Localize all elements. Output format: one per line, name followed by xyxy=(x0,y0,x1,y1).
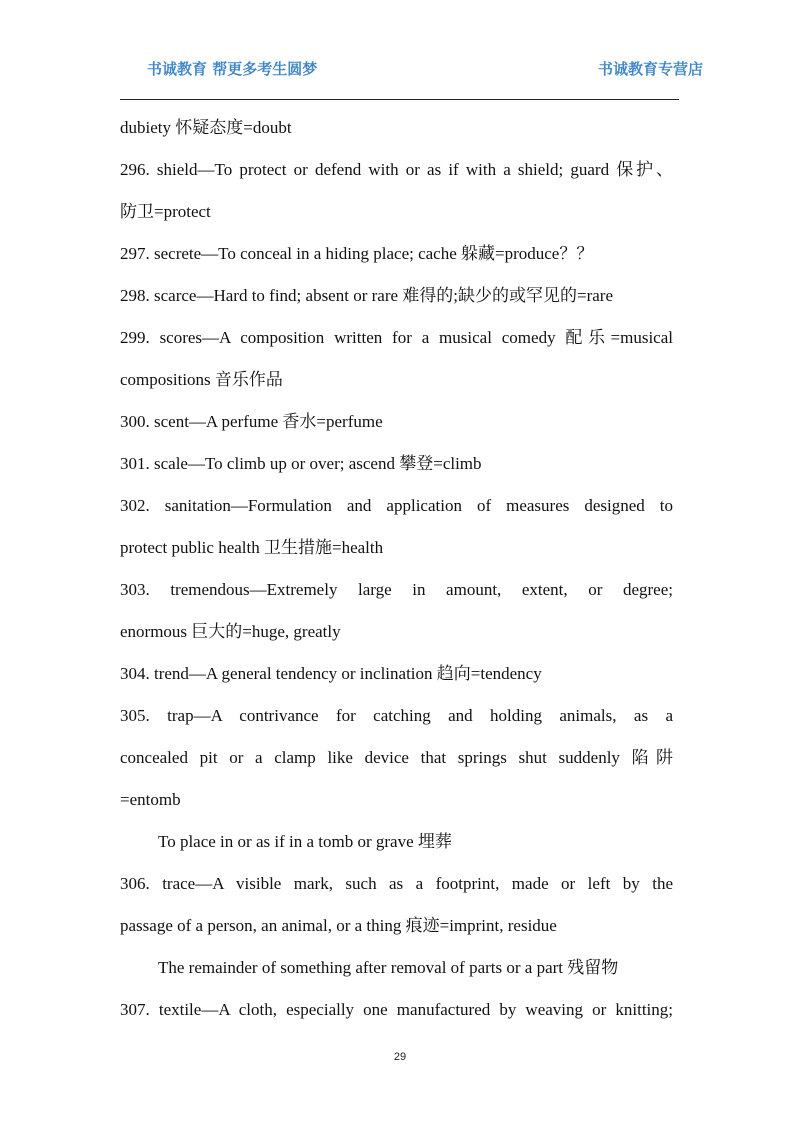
page-number: 29 xyxy=(393,1051,407,1063)
text-line: 303. tremendous—Extremely large in amount, extent, or degree; xyxy=(120,580,673,599)
text-line: 298. scarce—Hard to find; absent or rare 难得的;缺少的或罕见的=rare xyxy=(120,286,613,305)
text-line: concealed pit or a clamp like device that springs shut suddenly 陷阱 xyxy=(120,748,673,767)
text-line: 304. trend—A general tendency or inclination 趋向=tendency xyxy=(120,664,542,683)
text-line: 296. shield—To protect or defend with or as if with a shield; guard 保护、 xyxy=(120,160,673,179)
header-slogan: 书诚教育 帮更多考生圆梦 xyxy=(147,60,318,78)
text-line: 305. trap—A contrivance for catching and holding animals, as a xyxy=(120,706,673,725)
vocabulary-list xyxy=(120,107,673,1031)
text-line: 302. sanitation—Formulation and application of measures designed to xyxy=(120,496,673,515)
text-line: 299. scores—A composition written for a musical comedy 配乐=musical xyxy=(120,328,673,347)
text-line: 防卫=protect xyxy=(120,202,211,221)
text-line: 300. scent—A perfume 香水=perfume xyxy=(120,412,383,431)
text-line: =entomb xyxy=(120,790,181,809)
text-line: 301. scale—To climb up or over; ascend 攀登=climb xyxy=(120,454,482,473)
text-line: 297. secrete—To conceal in a hiding place; cache 躲藏=produce？？ xyxy=(120,244,594,263)
text-line: compositions 音乐作品 xyxy=(120,370,283,389)
header-divider xyxy=(120,99,679,100)
text-line: 307. textile—A cloth, especially one manufactured by weaving or knitting; xyxy=(120,1000,673,1019)
header-store-name: 书诚教育专营店 xyxy=(597,60,703,78)
text-line: 306. trace—A visible mark, such as a footprint, made or left by the xyxy=(120,874,673,893)
text-line: dubiety 怀疑态度=doubt xyxy=(120,118,292,137)
text-line: protect public health 卫生措施=health xyxy=(120,538,384,557)
text-line: passage of a person, an animal, or a thing 痕迹=imprint, residue xyxy=(120,916,557,935)
page-header xyxy=(120,58,703,80)
text-line: The remainder of something after removal of parts or a part 残留物 xyxy=(158,958,619,977)
text-line: enormous 巨大的=huge, greatly xyxy=(120,622,341,641)
text-line: To place in or as if in a tomb or grave 埋葬 xyxy=(158,832,452,851)
